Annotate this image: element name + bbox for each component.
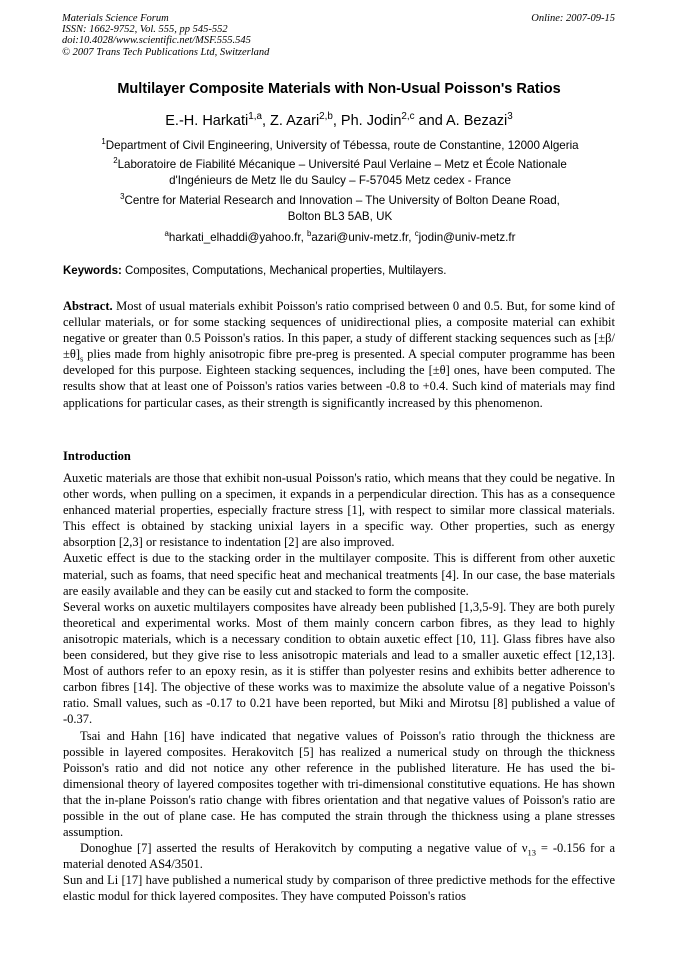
author: Z. Azari$^{2,b}$, [270, 111, 341, 129]
section-heading-introduction: Introduction [63, 449, 131, 463]
journal-name: Materials Science Forum [62, 13, 169, 24]
paragraph: Sun and Li [17] have published a numerical study by comparison of three predictive methods for the effective elastic modul for thick layered composites. They have computed Poisson's ratios [63, 873, 615, 904]
paper-title: Multilayer Composite Materials with Non-Usual Poisson's Ratios [117, 81, 561, 97]
copyright-line: © 2007 Trans Tech Publications Ltd, Switzerland [62, 46, 270, 58]
paragraph: Tsai and Hahn [16] have indicated that negative values of Poisson's ratio through the thickness are possible in layered composites. Herakovitch [5] has realized a numerical study on through the thickness Poisson's ratio and did not notice any other reference in the published literature. He has used the bi-dimensional theory of layered composites together with tri-dimensional constitutive equations. He has shown that the in-plane Poisson's ratio change with fibres orientation and that negative values of Poisson's ratio are possible in the out of plane case. He has computed the strain through the thickness using a plane stresses assumption. [63, 728, 615, 840]
keywords [63, 265, 447, 277]
keywords-text: Composites, Computations, Mechanical properties, Multilayers. [121, 265, 447, 277]
online-date: Online: 2007-09-15 [531, 13, 615, 24]
paragraph: Donoghue [7] asserted the results of Herakovitch by computing a negative value of $\nu_{13} = -0.156$ for a material denoted AS4/3501. [63, 841, 615, 872]
journal-header [62, 13, 269, 58]
author-emails: $^a$harkati_elhaddi@yahoo.fr, $^b$azari@univ-metz.fr, $^c$jodin@univ-metz.fr [164, 229, 516, 244]
author-list [0, 113, 678, 129]
introduction-body [63, 470, 615, 905]
abstract-label: Abstract. [63, 299, 113, 313]
affiliation-2: $^2$Laboratoire de Fiabilité Mécanique – Université Paul Verlaine – Metz et École Nationale d'Ingénieurs de Metz Ile du Saulcy – F-57045 Metz cedex - France [113, 156, 567, 187]
author: Ph. Jodin$^{2,c}$ and [340, 111, 446, 129]
abstract: Abstract. Most of usual materials exhibit Poisson's ratio comprised between 0 and 0.5. But, for some kind of cellular materials, or for some stacking sequences of unidirectional plies, a composite material can exhibit negative or greater than 0.5 Poisson's ratios. In this paper, a study of different stacking sequences such as $[\pm\beta/\pm\theta]_s$ plies made from highly anisotropic fibre pre-preg is presented. A special computer programme has been developed for this purpose. Eighteen stacking sequences, including the [±θ] ones, have been computed. The results show that at least one of Poisson's ratios varies between -0.8 to +0.4. Such kind of materials may find applications for particular cases, as their strength is significantly increased by this phenomenon. [63, 299, 615, 410]
doi-line: doi:10.4028/www.scientific.net/MSF.555.545 [62, 35, 251, 47]
keywords-label: Keywords: [63, 265, 122, 277]
author: E.-H. Harkati$^{1,a}$, [165, 111, 271, 129]
paragraph: Auxetic effect is due to the stacking order in the multilayer composite. This is different from other auxetic material, such as foams, that need specific heat and mechanical treatments [4]. In our case, the base materials are easily available and they can be easily cut and stacked to form the composite. [63, 551, 615, 598]
paragraph: Several works on auxetic multilayers composites have already been published [1,3,5-9]. They are both purely theoretical and experimental works. Most of them mainly concern carbon fibres, as they lead to highly anisotropic materials, which is a necessary condition to obtain auxetic effect [10, 11]. Glass fibres have also been considered, but they give rise to less anisotropic materials and lead to a smaller auxetic effect [12,13]. Most of authors refer to an epoxy resin, as it is stiffer than polyester resins and exhibits better adherence to carbon fibres [14]. The objective of these works was to maximize the absolute value of a negative Poisson's ratio. Small values, such as -0.17 to 0.21 have been reported, but Miki and Mirotsu [8] published a value of -0.37. [63, 599, 615, 727]
issn-line: ISSN: 1662-9752, Vol. 555, pp 545-552 [62, 24, 228, 36]
author: A. Bezazi$^3$ [445, 111, 513, 129]
affiliation-3: $^3$Centre for Material Research and Innovation – The University of Bolton Deane Road, Bolton BL3 5AB, UK [120, 192, 560, 223]
email-link[interactable]: $^c$jodin@univ-metz.fr [414, 229, 516, 244]
email-link[interactable]: $^b$azari@univ-metz.fr [307, 229, 409, 244]
email-link[interactable]: $^a$harkati_elhaddi@yahoo.fr [164, 229, 301, 244]
paragraph: Auxetic materials are those that exhibit non-usual Poisson's ratio, which means that they could be negative. In other words, when pulling on a specimen, it expands in a perpendicular direction. This has as a consequence enhanced material properties, especially fracture stress [1], with respect to similar more classical materials. This effect is obtained by stacking unixial layers in a specific way. Other properties, such as energy absorption [2,3] or resistance to indentation [2] are also improved. [63, 471, 615, 550]
affiliation-1: $^1$Department of Civil Engineering, University of Tébessa, route de Constantine, 12000 Algeria [101, 137, 579, 152]
